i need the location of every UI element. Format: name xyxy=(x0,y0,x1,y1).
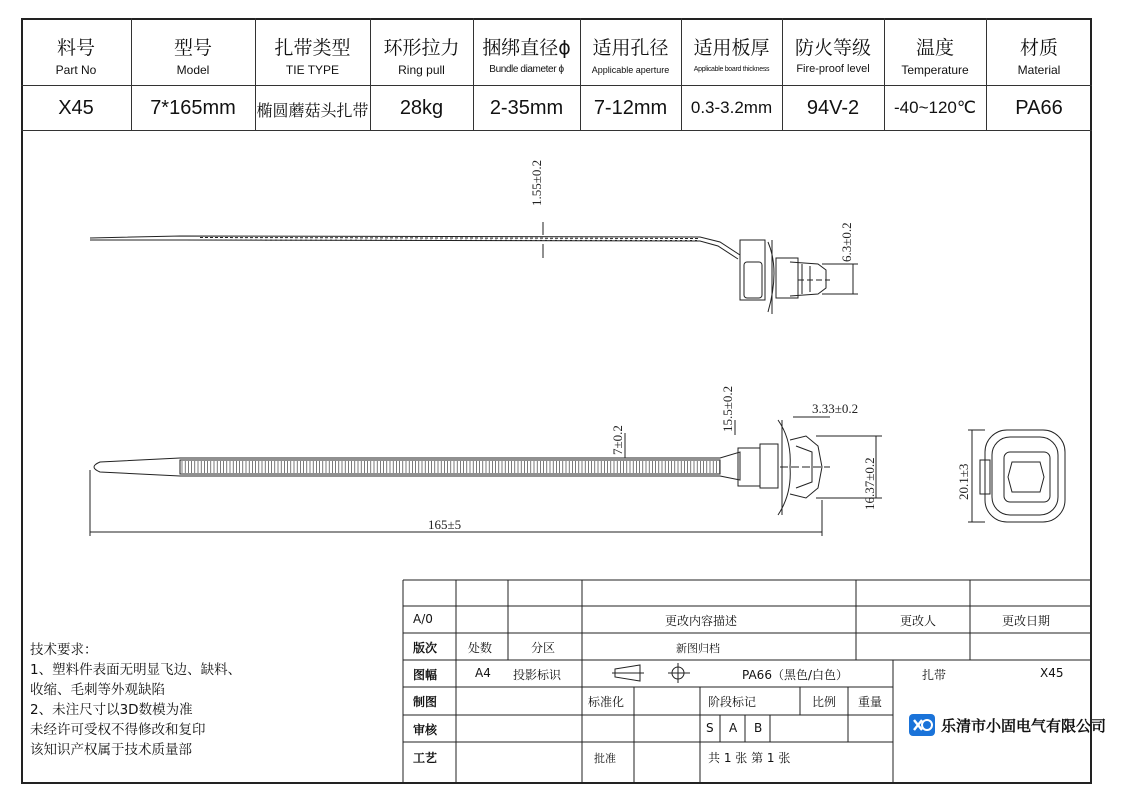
value-bundle-diameter: 2-35mm xyxy=(489,97,564,119)
dim-head-height: 6.3±0.2 xyxy=(839,222,854,262)
header-ring-pull-en: Ring pull xyxy=(398,63,445,77)
dim-end-view-height: 20.1±3 xyxy=(956,463,971,500)
top-view xyxy=(90,417,882,536)
dim-clip-width: 16.37±0.2 xyxy=(862,457,877,510)
value-part-no: X45 xyxy=(58,97,94,119)
weight-label: 重量 xyxy=(858,695,883,709)
requirements-title: 技术要求： xyxy=(30,642,98,658)
change-desc-label: 更改内容描述 xyxy=(665,614,738,628)
header-fire-proof-en: Fire-proof level xyxy=(796,63,870,75)
header-model-en: Model xyxy=(176,63,210,77)
scale-label: 比例 xyxy=(812,695,837,709)
changer-label: 更改人 xyxy=(900,614,937,628)
header-aperture-cn: 适用孔径 xyxy=(592,37,669,59)
header-board-thickness-en: Applicable board thickness xyxy=(693,66,770,73)
value-model: 7*165mm xyxy=(150,97,236,119)
dim-head-width: 15.5±0.2 xyxy=(720,385,735,432)
process-label: 工艺 xyxy=(413,751,438,765)
standard-label: 标准化 xyxy=(588,695,625,709)
version-label: 版次 xyxy=(413,641,438,655)
requirement-line: 收缩、毛刺等外观缺陷 xyxy=(30,682,165,698)
end-view xyxy=(968,430,1065,522)
header-temperature-cn: 温度 xyxy=(915,37,954,59)
change-date-label: 更改日期 xyxy=(1002,614,1051,628)
zone-label: 分区 xyxy=(531,641,556,655)
requirement-line: 未经许可受权不得修改和复印 xyxy=(30,722,206,738)
header-model-cn: 型号 xyxy=(173,37,212,59)
company-block xyxy=(909,714,1106,736)
dim-total-length: 165±5 xyxy=(428,517,462,532)
review-label: 审核 xyxy=(413,723,438,737)
value-temperature: -40~120℃ xyxy=(894,98,976,117)
header-board-thickness-cn: 适用板厚 xyxy=(693,37,770,59)
header-part-no-en: Part No xyxy=(55,63,97,77)
dim-band-width: 7±0.2 xyxy=(610,425,625,455)
approve-label: 批准 xyxy=(594,752,616,765)
requirement-line: 1、塑料件表面无明显飞边、缺料、 xyxy=(30,662,242,678)
part-no: X45 xyxy=(1040,666,1064,680)
header-bundle-diameter-en: Bundle diameter ϕ xyxy=(489,64,564,75)
stage-a: A xyxy=(729,721,738,735)
dim-clip-offset: 3.33±0.2 xyxy=(812,401,859,416)
size-label: 图幅 xyxy=(413,668,438,682)
part-name: 扎带 xyxy=(922,668,947,682)
dim-thickness: 1.55±0.2 xyxy=(529,159,544,206)
stage-label: 阶段标记 xyxy=(708,695,757,709)
header-ring-pull-cn: 环形拉力 xyxy=(383,37,460,59)
sheet-info: 共 1 张 第 1 张 xyxy=(708,751,791,765)
header-part-no-cn: 料号 xyxy=(56,37,95,59)
value-ring-pull: 28kg xyxy=(399,97,444,119)
drawn-label: 制图 xyxy=(413,695,438,709)
new-archive: 新图归档 xyxy=(676,642,720,655)
value-tie-type: 椭圆蘑菇头扎带 xyxy=(256,101,369,120)
value-material: PA66 xyxy=(1015,97,1063,119)
stage-s: S xyxy=(706,721,714,735)
projection-symbol-icon xyxy=(612,663,690,683)
header-aperture-en: Applicable aperture xyxy=(591,65,670,75)
size-value: A4 xyxy=(475,666,491,680)
header-material-cn: 材质 xyxy=(1019,37,1058,59)
count-label: 处数 xyxy=(468,641,493,655)
header-tie-type-en: TIE TYPE xyxy=(285,63,340,77)
header-bundle-diameter-cn: 捆绑直径ϕ xyxy=(482,37,571,59)
requirement-line: 该知识产权属于技术质量部 xyxy=(30,742,192,758)
value-aperture: 7-12mm xyxy=(593,97,668,119)
side-view xyxy=(90,222,858,314)
value-fire-proof: 94V-2 xyxy=(806,97,860,119)
material-value: PA66（黑色/白色） xyxy=(742,668,848,682)
company-name: 乐清市小固电气有限公司 xyxy=(941,716,1107,735)
stage-b: B xyxy=(754,721,763,735)
header-fire-proof-cn: 防火等级 xyxy=(794,37,871,59)
projection-label: 投影标识 xyxy=(513,668,562,682)
value-board-thickness: 0.3-3.2mm xyxy=(690,98,773,117)
rev-label: A/0 xyxy=(413,612,433,626)
header-temperature-en: Temperature xyxy=(901,63,969,77)
requirement-line: 2、未注尺寸以3D数模为准 xyxy=(30,702,193,718)
header-material-en: Material xyxy=(1017,63,1061,77)
header-tie-type-cn: 扎带类型 xyxy=(274,37,351,59)
company-logo-icon xyxy=(909,714,935,736)
